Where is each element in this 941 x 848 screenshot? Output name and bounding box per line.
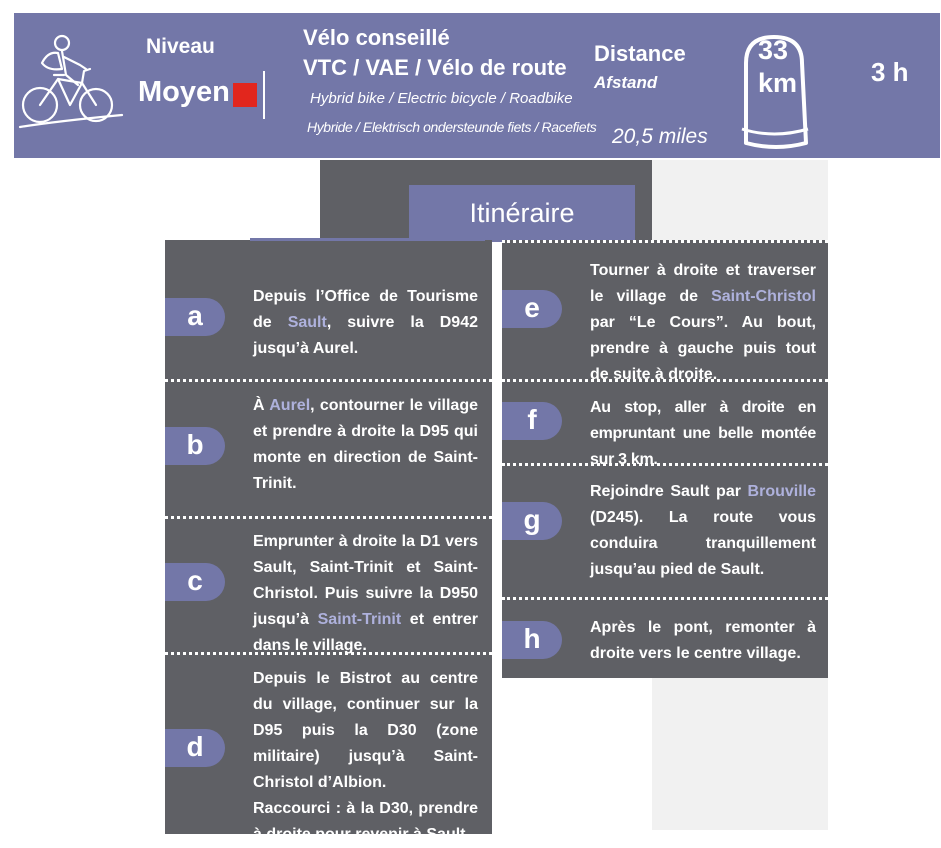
step-badge-a: a — [165, 298, 225, 336]
step-badge-h: h — [502, 621, 562, 659]
bike-types: VTC / VAE / Vélo de route — [303, 55, 567, 80]
step-text-a: Depuis l’Office de Tourisme de Sault, suivre la D942 jusqu’à Aurel. — [253, 288, 479, 357]
step-badge-g: g — [502, 502, 562, 540]
level-value: Moyen — [138, 76, 230, 108]
step-text-h: Après le pont, remonter à droite vers le centre village. — [590, 619, 816, 662]
step-separator — [165, 652, 492, 655]
step-text-c: Emprunter à droite la D1 vers Sault, Saint-Trinit et Saint-Christol. Puis suivre la D950 jusqu’à Saint-Trinit et entrer dans le village. — [253, 533, 478, 654]
header-divider — [263, 71, 265, 119]
level-label: Niveau — [146, 35, 215, 58]
place-link: Aurel — [269, 397, 311, 414]
step-separator — [165, 516, 492, 519]
step-separator — [165, 379, 492, 382]
step-separator — [502, 463, 828, 466]
steps-column-right — [502, 240, 828, 678]
place-link: Saint-Trinit — [317, 611, 402, 628]
duration: 3 h — [871, 57, 909, 87]
step-text-g: Rejoindre Sault par Brouville (D245). La route vous conduira tranquillement jusqu’au pied de Sault. — [590, 483, 816, 578]
step-badge-e: e — [502, 290, 562, 328]
step-text-b: À Aurel, contourner le village et prendre à droite la D95 qui monte en direction de Saint-Trinit. — [253, 397, 478, 492]
step-text-d: Depuis le Bistrot au centre du village, continuer sur la D95 puis la D30 (zone militaire) jusqu’à Saint-Christol d’Albion. Raccourci : à la D30, prendre à droite pour revenir à Sault. — [253, 670, 478, 843]
bike-types-dutch: Hybride / Elektrisch ondersteunde fiets / Racefiets — [307, 119, 597, 135]
distance-label: Distance — [594, 41, 686, 66]
itinerary-title: Itinéraire — [409, 185, 635, 242]
step-separator — [502, 597, 828, 600]
title-box-bottom-edge — [250, 238, 485, 241]
place-link: Brouville — [747, 483, 816, 500]
distance-label-dutch: Afstand — [594, 73, 658, 92]
step-text-e: Tourner à droite et traverser le village de Saint-Christol par “Le Cours”. Au bout, prendre à gauche puis tout de suite à droite. — [590, 262, 816, 383]
step-badge-c: c — [165, 563, 225, 601]
steps-column-left — [165, 240, 492, 843]
bike-types-english: Hybrid bike / Electric bicycle / Roadbike — [310, 90, 573, 107]
distance-miles: 20,5 miles — [612, 125, 708, 148]
step-separator — [502, 379, 828, 382]
step-badge-d: d — [165, 729, 225, 767]
level-color-square — [233, 83, 257, 107]
place-link: Saint-Christol — [711, 288, 816, 305]
step-badge-f: f — [502, 402, 562, 440]
step-separator — [502, 240, 828, 243]
bike-title: Vélo conseillé — [303, 25, 450, 50]
distance-unit: km — [758, 68, 798, 98]
step-text-f: Au stop, aller à droite en empruntant une belle montée sur 3 km. — [590, 399, 816, 468]
step-badge-b: b — [165, 427, 225, 465]
distance-km: 33 — [758, 35, 789, 65]
place-link: Sault — [287, 314, 327, 331]
cyclist-icon — [18, 23, 128, 133]
route-header — [14, 13, 940, 158]
